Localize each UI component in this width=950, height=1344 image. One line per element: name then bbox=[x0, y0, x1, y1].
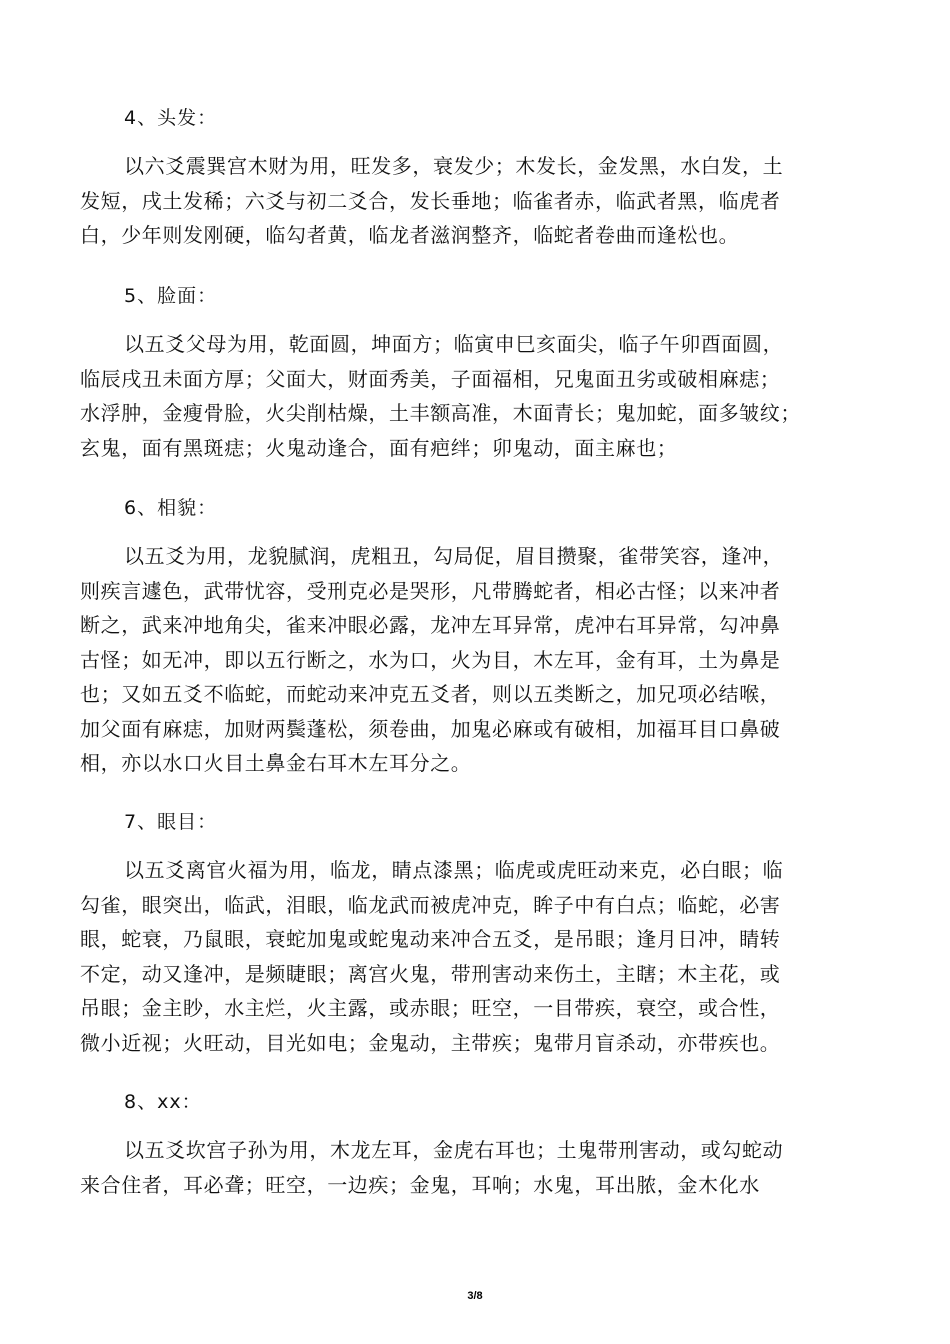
body-line: 以五爻坎宫子孙为用，木龙左耳，金虎右耳也；土鬼带刑害动，或勾蛇动 bbox=[124, 1138, 784, 1162]
body-line: 微小近视；火旺动，目光如电；金鬼动，主带疾；鬼带月盲杀动，亦带疾也。 bbox=[80, 1030, 781, 1055]
body-line: 则疾言遽色，武带忧容，受刑克必是哭形，凡带腾蛇者，相必古怪；以来冲者 bbox=[80, 578, 781, 603]
body-line: 水浮肿，金瘦骨脸，火尖削枯燥，土丰额高准，木面青长；鬼加蛇，面多皱纹； bbox=[80, 401, 801, 425]
body-line: 眼，蛇衰，乃鼠眼，衰蛇加鬼或蛇鬼动来冲合五爻，是吊眼；逢月日冲，睛转 bbox=[80, 927, 781, 951]
body-line: 以五爻为用，龙貌腻润，虎粗丑，勾局促，眉目攒聚，雀带笑容，逢冲， bbox=[124, 544, 784, 568]
body-line: 发短，戌土发稀；六爻与初二爻合，发长垂地；临雀者赤，临武者黑，临虎者 bbox=[80, 188, 781, 213]
body-line: 玄鬼，面有黑斑痣；火鬼动逢合，面有疤绊；卯鬼动，面主麻也； bbox=[80, 435, 678, 460]
section-heading-appearance: 6、相貌： bbox=[124, 497, 218, 519]
body-line: 相，亦以水口火目土鼻金右耳木左耳分之。 bbox=[80, 751, 472, 775]
body-line: 临辰戌丑未面方厚；父面大，财面秀美，子面福相，兄鬼面丑劣或破相麻痣； bbox=[80, 366, 781, 391]
section-body-ears bbox=[80, 1133, 870, 1202]
body-line: 不定，动又逢冲，是频睫眼；离宫火鬼，带刑害动来伤土，主瞎；木主花，或 bbox=[80, 961, 781, 986]
body-line: 来合住者，耳必聋；旺空，一边疾；金鬼，耳响；水鬼，耳出脓，金木化水 bbox=[80, 1172, 760, 1197]
body-line: 断之，武来冲地角尖，雀来冲眼必露，龙冲左耳异常，虎冲右耳异常，勾冲鼻 bbox=[80, 613, 781, 637]
section-heading-ears: 8、xx： bbox=[124, 1091, 202, 1113]
body-line: 以六爻震巽宫木财为用，旺发多，衰发少；木发长，金发黑，水白发，土 bbox=[124, 154, 784, 178]
body-line: 白，少年则发刚硬，临勾者黄，临龙者滋润整齐，临蛇者卷曲而逢松也。 bbox=[80, 223, 740, 247]
body-line: 以五爻离官火福为用，临龙，睛点漆黑；临虎或虎旺动来克，必白眼；临 bbox=[124, 858, 784, 882]
section-heading-hair: 4、头发： bbox=[124, 107, 218, 129]
section-heading-face: 5、脸面： bbox=[124, 285, 218, 307]
page-number: 3/8 bbox=[467, 1290, 483, 1302]
section-body-face bbox=[80, 327, 870, 465]
body-line: 以五爻父母为用，乾面圆，坤面方；临寅申巳亥面尖，临子午卯酉面圆， bbox=[124, 332, 784, 356]
section-heading-eyes: 7、眼目： bbox=[124, 811, 218, 833]
section-body-hair bbox=[80, 149, 870, 253]
body-line: 加父面有麻痣，加财两鬓蓬松，须卷曲，加鬼必麻或有破相，加福耳目口鼻破 bbox=[80, 716, 781, 741]
section-body-eyes bbox=[80, 853, 870, 1060]
body-line: 古怪；如无冲，即以五行断之，水为口，火为目，木左耳，金有耳，土为鼻是 bbox=[80, 647, 781, 672]
body-line: 勾雀，眼突出，临武，泪眼，临龙武而被虎冲克，眸子中有白点；临蛇，必害 bbox=[80, 892, 781, 917]
section-body-appearance bbox=[80, 539, 870, 781]
body-line: 吊眼；金主眇，水主烂，火主露，或赤眼；旺空，一目带疾，衰空，或合性， bbox=[80, 996, 781, 1020]
body-line: 也；又如五爻不临蛇，而蛇动来冲克五爻者，则以五类断之，加兄项必结喉， bbox=[80, 682, 781, 706]
